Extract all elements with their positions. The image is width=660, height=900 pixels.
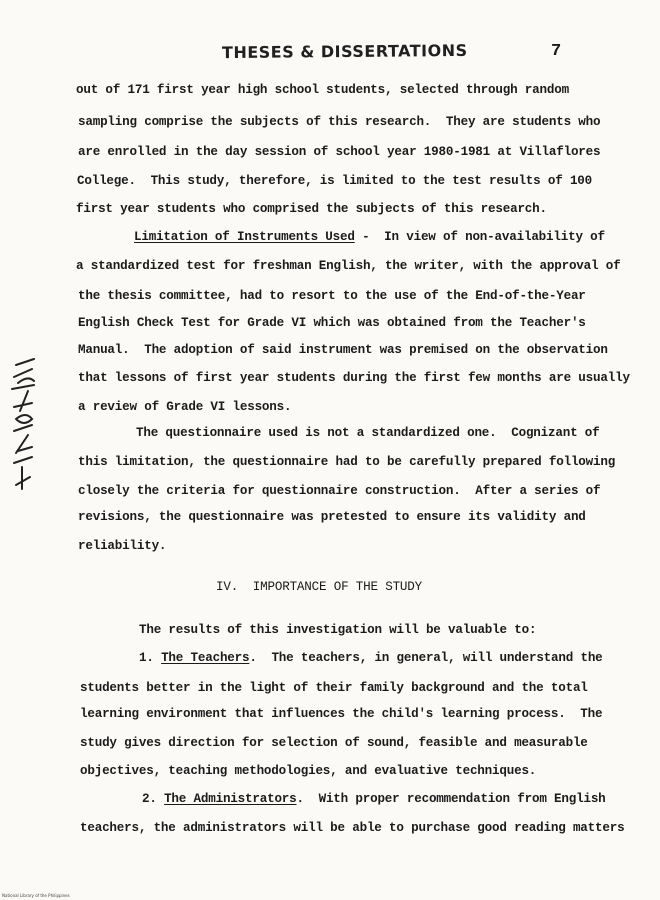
theses-dissertations-stamp: THESES & DISSERTATIONS bbox=[221, 40, 468, 63]
item-label-tail: . With proper recommendation from English bbox=[296, 792, 606, 806]
text-line: closely the criteria for questionnaire construction. After a series of bbox=[78, 484, 601, 498]
limitation-heading-tail: - In view of non-availability of bbox=[354, 230, 605, 244]
text-line: reliability. bbox=[78, 539, 167, 553]
text-line: are enrolled in the day session of school year 1980-1981 at Villaflores bbox=[78, 145, 601, 159]
item-administrators bbox=[142, 792, 606, 806]
text-line: a standardized test for freshman English, the writer, with the approval of bbox=[76, 259, 621, 273]
text-line: the thesis committee, had to resort to the use of the End-of-the-Year bbox=[78, 289, 586, 303]
text-line: English Check Test for Grade VI which was obtained from the Teacher's bbox=[78, 316, 586, 330]
text-line: revisions, the questionnaire was pretested to ensure its validity and bbox=[78, 510, 586, 524]
intro-line: The results of this investigation will be valuable to: bbox=[139, 623, 537, 637]
text-line: Manual. The adoption of said instrument was premised on the observation bbox=[78, 343, 608, 357]
text-line: first year students who comprised the subjects of this research. bbox=[76, 202, 547, 216]
item-label: The Administrators bbox=[164, 792, 297, 806]
text-line: objectives, teaching methodologies, and evaluative techniques. bbox=[80, 764, 537, 778]
limitation-heading: Limitation of Instruments Used bbox=[134, 230, 355, 244]
text-line: teachers, the administrators will be able to purchase good reading matters bbox=[80, 821, 625, 835]
handwritten-accession-mark bbox=[6, 355, 40, 495]
section-heading: IV. IMPORTANCE OF THE STUDY bbox=[216, 580, 423, 594]
text-line: The questionnaire used is not a standardized one. Cognizant of bbox=[136, 426, 600, 440]
item-number: 2. bbox=[142, 792, 157, 806]
text-line: College. This study, therefore, is limited to the test results of 100 bbox=[77, 174, 593, 188]
text-line: study gives direction for selection of sound, feasible and measurable bbox=[80, 736, 588, 750]
limitation-line bbox=[134, 230, 605, 244]
item-label-tail: . The teachers, in general, will understand the bbox=[249, 651, 603, 665]
text-line: a review of Grade VI lessons. bbox=[78, 400, 292, 414]
item-teachers bbox=[139, 651, 603, 665]
footer-note: National Library of the Philippines bbox=[2, 893, 70, 898]
page-number: 7 bbox=[551, 42, 562, 61]
text-line: students better in the light of their family background and the total bbox=[80, 681, 588, 695]
text-line: that lessons of first year students during the first few months are usually bbox=[78, 371, 630, 385]
item-number: 1. bbox=[139, 651, 154, 665]
text-line: sampling comprise the subjects of this research. They are students who bbox=[78, 115, 601, 129]
item-label: The Teachers bbox=[161, 651, 250, 665]
text-line: this limitation, the questionnaire had to be carefully prepared following bbox=[78, 455, 616, 469]
text-line: out of 171 first year high school students, selected through random bbox=[76, 83, 569, 97]
text-line: learning environment that influences the child's learning process. The bbox=[80, 707, 603, 721]
